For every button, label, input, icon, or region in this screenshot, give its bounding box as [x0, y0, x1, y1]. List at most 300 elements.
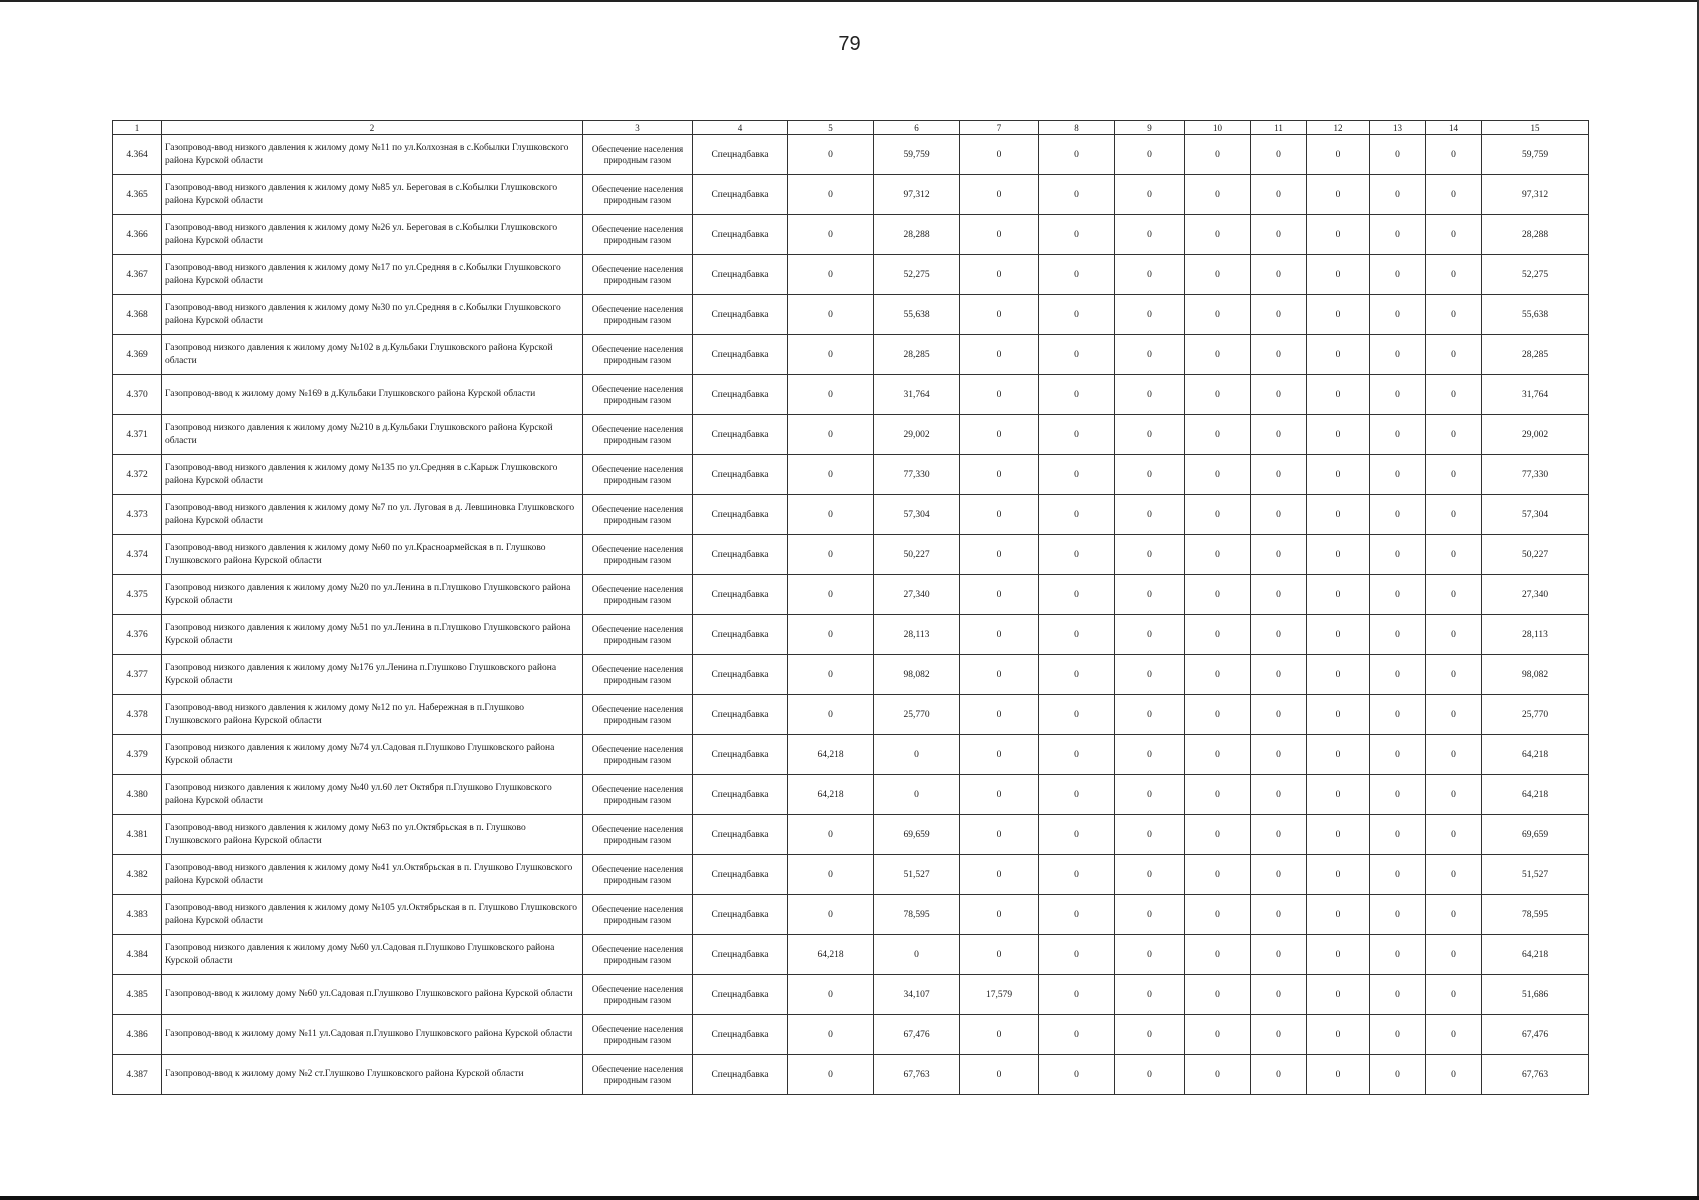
- cell-col10: 0: [1185, 415, 1251, 455]
- row-funding-source: Спецнадбавка: [693, 935, 788, 975]
- row-purpose: Обеспечение населения природным газом: [583, 1015, 693, 1055]
- table-body: [113, 135, 1589, 1095]
- cell-total: 67,763: [1482, 1055, 1589, 1095]
- cell-col5: 0: [788, 255, 874, 295]
- cell-col9: 0: [1115, 1015, 1185, 1055]
- table-row: [113, 735, 1589, 775]
- cell-col5: 0: [788, 855, 874, 895]
- cell-col9: 0: [1115, 495, 1185, 535]
- cell-col5: 0: [788, 695, 874, 735]
- cell-col11: 0: [1251, 215, 1307, 255]
- cell-col10: 0: [1185, 335, 1251, 375]
- row-funding-source: Спецнадбавка: [693, 775, 788, 815]
- cell-col7: 0: [960, 495, 1039, 535]
- cell-col13: 0: [1370, 415, 1426, 455]
- cell-col11: 0: [1251, 855, 1307, 895]
- cell-col6: 52,275: [874, 255, 960, 295]
- row-number: 4.381: [113, 815, 162, 855]
- cell-col9: 0: [1115, 975, 1185, 1015]
- cell-col8: 0: [1039, 615, 1115, 655]
- cell-col11: 0: [1251, 1055, 1307, 1095]
- table-row: [113, 1015, 1589, 1055]
- cell-col14: 0: [1426, 455, 1482, 495]
- row-purpose: Обеспечение населения природным газом: [583, 135, 693, 175]
- row-description: Газопровод низкого давления к жилому дому №40 ул.60 лет Октября п.Глушково Глушковского района Курской области: [162, 775, 583, 815]
- row-description: Газопровод-ввод низкого давления к жилому дому №30 по ул.Средняя в с.Кобылки Глушковского района Курской области: [162, 295, 583, 335]
- row-funding-source: Спецнадбавка: [693, 1055, 788, 1095]
- cell-col13: 0: [1370, 135, 1426, 175]
- cell-total: 59,759: [1482, 135, 1589, 175]
- cell-total: 28,288: [1482, 215, 1589, 255]
- row-number: 4.378: [113, 695, 162, 735]
- row-description: Газопровод низкого давления к жилому дому №20 по ул.Ленина в п.Глушково Глушковского района Курской области: [162, 575, 583, 615]
- table-row: [113, 615, 1589, 655]
- row-funding-source: Спецнадбавка: [693, 815, 788, 855]
- row-number: 4.369: [113, 335, 162, 375]
- cell-col10: 0: [1185, 895, 1251, 935]
- cell-col11: 0: [1251, 175, 1307, 215]
- cell-col10: 0: [1185, 775, 1251, 815]
- column-header-4: 4: [693, 121, 788, 135]
- cell-col7: 0: [960, 775, 1039, 815]
- cell-col7: 0: [960, 895, 1039, 935]
- cell-col6: 0: [874, 775, 960, 815]
- cell-col5: 0: [788, 1015, 874, 1055]
- cell-total: 25,770: [1482, 695, 1589, 735]
- cell-col11: 0: [1251, 815, 1307, 855]
- cell-col12: 0: [1307, 495, 1370, 535]
- row-purpose: Обеспечение населения природным газом: [583, 335, 693, 375]
- row-number: 4.374: [113, 535, 162, 575]
- cell-col7: 0: [960, 255, 1039, 295]
- row-funding-source: Спецнадбавка: [693, 975, 788, 1015]
- table-row: [113, 535, 1589, 575]
- cell-col6: 28,288: [874, 215, 960, 255]
- cell-col9: 0: [1115, 335, 1185, 375]
- row-funding-source: Спецнадбавка: [693, 255, 788, 295]
- cell-col10: 0: [1185, 615, 1251, 655]
- cell-col8: 0: [1039, 415, 1115, 455]
- row-description: Газопровод-ввод низкого давления к жилому дому №26 ул. Береговая в с.Кобылки Глушковского района Курской области: [162, 215, 583, 255]
- row-purpose: Обеспечение населения природным газом: [583, 415, 693, 455]
- row-purpose: Обеспечение населения природным газом: [583, 855, 693, 895]
- row-number: 4.373: [113, 495, 162, 535]
- table-row: [113, 895, 1589, 935]
- cell-col14: 0: [1426, 895, 1482, 935]
- cell-col7: 0: [960, 295, 1039, 335]
- row-description: Газопровод-ввод низкого давления к жилому дому №63 по ул.Октябрьская в п. Глушково Глушковского района Курской области: [162, 815, 583, 855]
- row-number: 4.384: [113, 935, 162, 975]
- cell-col12: 0: [1307, 1015, 1370, 1055]
- cell-col5: 0: [788, 335, 874, 375]
- row-description: Газопровод-ввод к жилому дому №60 ул.Садовая п.Глушково Глушковского района Курской области: [162, 975, 583, 1015]
- table-row: [113, 335, 1589, 375]
- cell-col12: 0: [1307, 655, 1370, 695]
- cell-col13: 0: [1370, 1015, 1426, 1055]
- cell-col5: 0: [788, 415, 874, 455]
- cell-col10: 0: [1185, 695, 1251, 735]
- column-header-14: 14: [1426, 121, 1482, 135]
- cell-col11: 0: [1251, 1015, 1307, 1055]
- row-funding-source: Спецнадбавка: [693, 455, 788, 495]
- cell-col7: 0: [960, 455, 1039, 495]
- cell-col13: 0: [1370, 695, 1426, 735]
- cell-col5: 64,218: [788, 735, 874, 775]
- cell-col10: 0: [1185, 135, 1251, 175]
- cell-total: 52,275: [1482, 255, 1589, 295]
- cell-col9: 0: [1115, 815, 1185, 855]
- cell-col14: 0: [1426, 695, 1482, 735]
- cell-col13: 0: [1370, 815, 1426, 855]
- cell-col14: 0: [1426, 1055, 1482, 1095]
- cell-col7: 0: [960, 815, 1039, 855]
- cell-col6: 27,340: [874, 575, 960, 615]
- cell-col9: 0: [1115, 775, 1185, 815]
- cell-col13: 0: [1370, 375, 1426, 415]
- row-number: 4.387: [113, 1055, 162, 1095]
- cell-col8: 0: [1039, 695, 1115, 735]
- cell-col8: 0: [1039, 655, 1115, 695]
- cell-col6: 97,312: [874, 175, 960, 215]
- cell-col8: 0: [1039, 935, 1115, 975]
- cell-col13: 0: [1370, 775, 1426, 815]
- cell-col6: 31,764: [874, 375, 960, 415]
- cell-col7: 0: [960, 415, 1039, 455]
- cell-total: 69,659: [1482, 815, 1589, 855]
- column-header-11: 11: [1251, 121, 1307, 135]
- cell-col6: 77,330: [874, 455, 960, 495]
- cell-col9: 0: [1115, 215, 1185, 255]
- column-header-9: 9: [1115, 121, 1185, 135]
- cell-col9: 0: [1115, 255, 1185, 295]
- cell-col11: 0: [1251, 975, 1307, 1015]
- row-description: Газопровод низкого давления к жилому дому №102 в д.Кульбаки Глушковского района Курской области: [162, 335, 583, 375]
- cell-col5: 0: [788, 575, 874, 615]
- row-number: 4.380: [113, 775, 162, 815]
- cell-col12: 0: [1307, 575, 1370, 615]
- row-funding-source: Спецнадбавка: [693, 1015, 788, 1055]
- cell-col14: 0: [1426, 135, 1482, 175]
- page-number: 79: [838, 33, 861, 55]
- column-header-8: 8: [1039, 121, 1115, 135]
- cell-col13: 0: [1370, 175, 1426, 215]
- cell-col6: 25,770: [874, 695, 960, 735]
- cell-col14: 0: [1426, 535, 1482, 575]
- cell-col5: 64,218: [788, 935, 874, 975]
- row-purpose: Обеспечение населения природным газом: [583, 295, 693, 335]
- cell-col6: 51,527: [874, 855, 960, 895]
- row-number: 4.379: [113, 735, 162, 775]
- cell-col13: 0: [1370, 455, 1426, 495]
- cell-col5: 64,218: [788, 775, 874, 815]
- row-funding-source: Спецнадбавка: [693, 695, 788, 735]
- cell-col13: 0: [1370, 1055, 1426, 1095]
- cell-total: 28,285: [1482, 335, 1589, 375]
- cell-col8: 0: [1039, 135, 1115, 175]
- row-funding-source: Спецнадбавка: [693, 575, 788, 615]
- cell-col10: 0: [1185, 495, 1251, 535]
- row-description: Газопровод низкого давления к жилому дому №60 ул.Садовая п.Глушково Глушковского района Курской области: [162, 935, 583, 975]
- row-description: Газопровод-ввод низкого давления к жилому дому №105 ул.Октябрьская в п. Глушково Глушковского района Курской области: [162, 895, 583, 935]
- table-row: [113, 815, 1589, 855]
- row-number: 4.367: [113, 255, 162, 295]
- cell-col6: 57,304: [874, 495, 960, 535]
- table-row: [113, 1055, 1589, 1095]
- cell-col5: 0: [788, 175, 874, 215]
- row-number: 4.371: [113, 415, 162, 455]
- row-description: Газопровод-ввод низкого давления к жилому дому №12 по ул. Набережная в п.Глушково Глушковского района Курской области: [162, 695, 583, 735]
- table-row: [113, 215, 1589, 255]
- cell-col7: 0: [960, 1055, 1039, 1095]
- cell-col13: 0: [1370, 535, 1426, 575]
- cell-col11: 0: [1251, 935, 1307, 975]
- cell-total: 57,304: [1482, 495, 1589, 535]
- cell-col9: 0: [1115, 175, 1185, 215]
- column-header-5: 5: [788, 121, 874, 135]
- cell-total: 29,002: [1482, 415, 1589, 455]
- cell-col13: 0: [1370, 615, 1426, 655]
- cell-col7: 0: [960, 375, 1039, 415]
- cell-col7: 0: [960, 335, 1039, 375]
- row-purpose: Обеспечение населения природным газом: [583, 895, 693, 935]
- cell-col5: 0: [788, 975, 874, 1015]
- table-row: [113, 495, 1589, 535]
- cell-col11: 0: [1251, 455, 1307, 495]
- cell-col11: 0: [1251, 335, 1307, 375]
- cell-col12: 0: [1307, 375, 1370, 415]
- row-purpose: Обеспечение населения природным газом: [583, 495, 693, 535]
- row-funding-source: Спецнадбавка: [693, 335, 788, 375]
- cell-col12: 0: [1307, 415, 1370, 455]
- cell-col8: 0: [1039, 775, 1115, 815]
- cell-col8: 0: [1039, 255, 1115, 295]
- table-row: [113, 135, 1589, 175]
- row-purpose: Обеспечение населения природным газом: [583, 255, 693, 295]
- cell-col9: 0: [1115, 655, 1185, 695]
- row-description: Газопровод-ввод низкого давления к жилому дому №85 ул. Береговая в с.Кобылки Глушковского района Курской области: [162, 175, 583, 215]
- cell-col6: 0: [874, 735, 960, 775]
- row-funding-source: Спецнадбавка: [693, 415, 788, 455]
- cell-col14: 0: [1426, 175, 1482, 215]
- row-description: Газопровод низкого давления к жилому дому №210 в д.Кульбаки Глушковского района Курской области: [162, 415, 583, 455]
- cell-col5: 0: [788, 495, 874, 535]
- column-header-13: 13: [1370, 121, 1426, 135]
- table-row: [113, 455, 1589, 495]
- cell-col6: 29,002: [874, 415, 960, 455]
- cell-col8: 0: [1039, 175, 1115, 215]
- row-funding-source: Спецнадбавка: [693, 495, 788, 535]
- cell-col5: 0: [788, 655, 874, 695]
- cell-col11: 0: [1251, 575, 1307, 615]
- cell-col14: 0: [1426, 775, 1482, 815]
- cell-col11: 0: [1251, 255, 1307, 295]
- cell-col11: 0: [1251, 895, 1307, 935]
- row-purpose: Обеспечение населения природным газом: [583, 575, 693, 615]
- cell-col5: 0: [788, 455, 874, 495]
- cell-col5: 0: [788, 215, 874, 255]
- column-header-12: 12: [1307, 121, 1370, 135]
- cell-col8: 0: [1039, 735, 1115, 775]
- row-funding-source: Спецнадбавка: [693, 215, 788, 255]
- cell-total: 51,686: [1482, 975, 1589, 1015]
- row-description: Газопровод-ввод к жилому дому №169 в д.Кульбаки Глушковского района Курской области: [162, 375, 583, 415]
- column-header-7: 7: [960, 121, 1039, 135]
- cell-col13: 0: [1370, 735, 1426, 775]
- table-row: [113, 375, 1589, 415]
- cell-col11: 0: [1251, 415, 1307, 455]
- cell-col8: 0: [1039, 855, 1115, 895]
- cell-col14: 0: [1426, 295, 1482, 335]
- table-row: [113, 935, 1589, 975]
- table-row: [113, 295, 1589, 335]
- cell-total: 67,476: [1482, 1015, 1589, 1055]
- cell-col9: 0: [1115, 295, 1185, 335]
- cell-total: 31,764: [1482, 375, 1589, 415]
- cell-total: 77,330: [1482, 455, 1589, 495]
- row-purpose: Обеспечение населения природным газом: [583, 1055, 693, 1095]
- cell-total: 64,218: [1482, 775, 1589, 815]
- row-description: Газопровод-ввод низкого давления к жилому дому №7 по ул. Луговая в д. Левшиновка Глушковского района Курской области: [162, 495, 583, 535]
- cell-total: 28,113: [1482, 615, 1589, 655]
- cell-col5: 0: [788, 615, 874, 655]
- cell-col14: 0: [1426, 375, 1482, 415]
- cell-col10: 0: [1185, 655, 1251, 695]
- cell-col8: 0: [1039, 1055, 1115, 1095]
- row-funding-source: Спецнадбавка: [693, 295, 788, 335]
- cell-col8: 0: [1039, 975, 1115, 1015]
- row-description: Газопровод-ввод к жилому дому №2 ст.Глушково Глушковского района Курской области: [162, 1055, 583, 1095]
- cell-col9: 0: [1115, 935, 1185, 975]
- row-purpose: Обеспечение населения природным газом: [583, 975, 693, 1015]
- row-funding-source: Спецнадбавка: [693, 655, 788, 695]
- cell-total: 64,218: [1482, 935, 1589, 975]
- cell-col14: 0: [1426, 615, 1482, 655]
- cell-col11: 0: [1251, 495, 1307, 535]
- cell-col9: 0: [1115, 895, 1185, 935]
- cell-col12: 0: [1307, 895, 1370, 935]
- row-purpose: Обеспечение населения природным газом: [583, 215, 693, 255]
- row-description: Газопровод-ввод низкого давления к жилому дому №11 по ул.Колхозная в с.Кобылки Глушковского района Курской области: [162, 135, 583, 175]
- column-header-1: 1: [113, 121, 162, 135]
- cell-col10: 0: [1185, 535, 1251, 575]
- row-number: 4.382: [113, 855, 162, 895]
- cell-col8: 0: [1039, 375, 1115, 415]
- row-number: 4.386: [113, 1015, 162, 1055]
- row-number: 4.364: [113, 135, 162, 175]
- cell-col14: 0: [1426, 255, 1482, 295]
- cell-col9: 0: [1115, 695, 1185, 735]
- cell-col10: 0: [1185, 975, 1251, 1015]
- table-header: [113, 121, 1589, 135]
- cell-col10: 0: [1185, 1055, 1251, 1095]
- cell-col8: 0: [1039, 215, 1115, 255]
- row-number: 4.376: [113, 615, 162, 655]
- table-row: [113, 775, 1589, 815]
- cell-col6: 50,227: [874, 535, 960, 575]
- cell-col8: 0: [1039, 495, 1115, 535]
- cell-col13: 0: [1370, 895, 1426, 935]
- cell-col10: 0: [1185, 815, 1251, 855]
- cell-col14: 0: [1426, 215, 1482, 255]
- table-row: [113, 175, 1589, 215]
- cell-col13: 0: [1370, 855, 1426, 895]
- cell-col11: 0: [1251, 295, 1307, 335]
- cell-col8: 0: [1039, 895, 1115, 935]
- row-purpose: Обеспечение населения природным газом: [583, 615, 693, 655]
- cell-col12: 0: [1307, 215, 1370, 255]
- row-purpose: Обеспечение населения природным газом: [583, 535, 693, 575]
- cell-col14: 0: [1426, 1015, 1482, 1055]
- cell-col11: 0: [1251, 735, 1307, 775]
- cell-col6: 55,638: [874, 295, 960, 335]
- cell-col6: 28,113: [874, 615, 960, 655]
- cell-col14: 0: [1426, 575, 1482, 615]
- cell-col11: 0: [1251, 655, 1307, 695]
- cell-col13: 0: [1370, 975, 1426, 1015]
- cell-col9: 0: [1115, 735, 1185, 775]
- column-number-row: [113, 121, 1589, 135]
- row-purpose: Обеспечение населения природным газом: [583, 815, 693, 855]
- cell-col13: 0: [1370, 335, 1426, 375]
- cell-col6: 59,759: [874, 135, 960, 175]
- row-funding-source: Спецнадбавка: [693, 615, 788, 655]
- cell-col10: 0: [1185, 855, 1251, 895]
- cell-col8: 0: [1039, 815, 1115, 855]
- cell-total: 55,638: [1482, 295, 1589, 335]
- cell-col5: 0: [788, 535, 874, 575]
- cell-col14: 0: [1426, 495, 1482, 535]
- cell-col6: 67,763: [874, 1055, 960, 1095]
- cell-col7: 0: [960, 855, 1039, 895]
- cell-col7: 0: [960, 215, 1039, 255]
- row-purpose: Обеспечение населения природным газом: [583, 775, 693, 815]
- cell-col6: 69,659: [874, 815, 960, 855]
- cell-col5: 0: [788, 295, 874, 335]
- cell-col6: 67,476: [874, 1015, 960, 1055]
- cell-col9: 0: [1115, 1055, 1185, 1095]
- row-number: 4.383: [113, 895, 162, 935]
- cell-col12: 0: [1307, 135, 1370, 175]
- cell-col10: 0: [1185, 175, 1251, 215]
- row-purpose: Обеспечение населения природным газом: [583, 695, 693, 735]
- row-number: 4.385: [113, 975, 162, 1015]
- table-row: [113, 415, 1589, 455]
- row-number: 4.368: [113, 295, 162, 335]
- cell-total: 51,527: [1482, 855, 1589, 895]
- row-description: Газопровод низкого давления к жилому дому №51 по ул.Ленина в п.Глушково Глушковского района Курской области: [162, 615, 583, 655]
- gas-pipeline-table: [112, 120, 1589, 1095]
- cell-col11: 0: [1251, 535, 1307, 575]
- table-row: [113, 855, 1589, 895]
- cell-col5: 0: [788, 815, 874, 855]
- table-row: [113, 575, 1589, 615]
- cell-total: 78,595: [1482, 895, 1589, 935]
- cell-col12: 0: [1307, 175, 1370, 215]
- table-row: [113, 255, 1589, 295]
- cell-col9: 0: [1115, 375, 1185, 415]
- cell-col13: 0: [1370, 215, 1426, 255]
- row-funding-source: Спецнадбавка: [693, 175, 788, 215]
- row-purpose: Обеспечение населения природным газом: [583, 455, 693, 495]
- cell-total: 27,340: [1482, 575, 1589, 615]
- row-description: Газопровод низкого давления к жилому дому №74 ул.Садовая п.Глушково Глушковского района Курской области: [162, 735, 583, 775]
- cell-col13: 0: [1370, 935, 1426, 975]
- cell-col13: 0: [1370, 575, 1426, 615]
- cell-col14: 0: [1426, 335, 1482, 375]
- row-number: 4.365: [113, 175, 162, 215]
- cell-col12: 0: [1307, 815, 1370, 855]
- cell-col8: 0: [1039, 575, 1115, 615]
